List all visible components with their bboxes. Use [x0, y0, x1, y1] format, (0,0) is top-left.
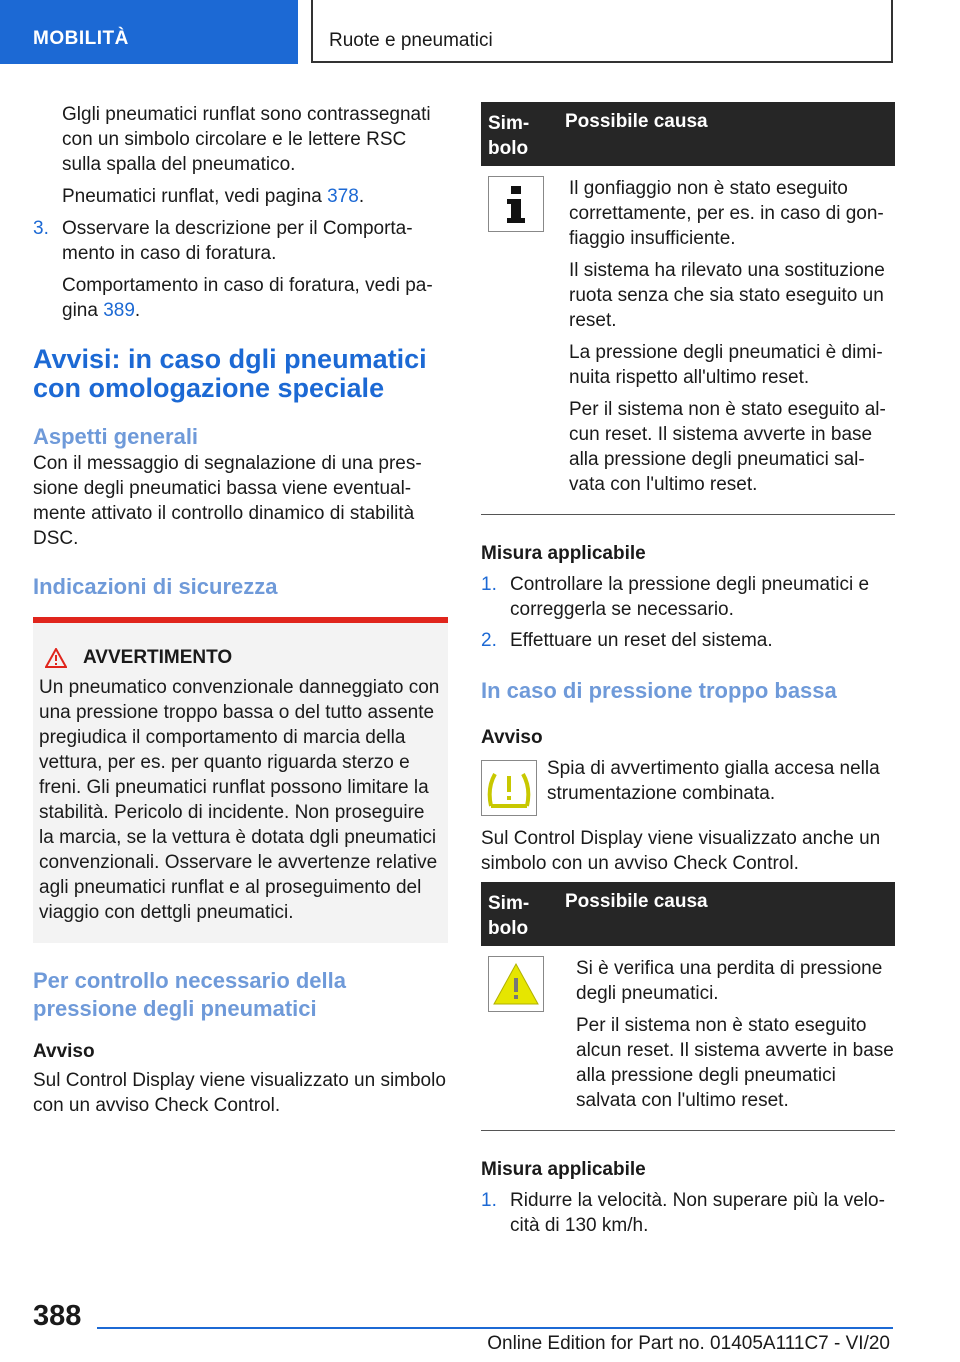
page-number: 388 [33, 1300, 82, 1332]
cause-table-2 [481, 882, 895, 1131]
puncture-ref: Comportamento in caso di foratura, vedi pa- gina 389. [62, 275, 433, 321]
list-item: 3. Osservare la descrizione per il Comporta- mento in caso di foratura. [33, 218, 413, 264]
cause-table-1 [481, 102, 895, 515]
avviso-label: Avviso [481, 727, 543, 748]
cause-text: Per il sistema non è stato eseguito alcun reset. Il sistema avverte in base alla pressione degli pneumatici salvata con l'ultimo reset. [576, 1015, 894, 1111]
warning-text: Un pneumatico convenzionale danneggiato con una pressione troppo bassa o del tutto assente pregiudica il comportamento di marcia della vettura, per es. per quanto riguarda sterzo e freni. Gli pneumatici runflat possono limitare la stabilità. Pericolo di incidente. Non proseguire la marcia, se la vettura è dotata dgli pneumatici convenzionali. Osservare le avvertenze relative agli pneumatici runflat e al proseguimento del viaggio con dettgli pneumatici. [39, 677, 440, 923]
list-item: 2. Effettuare un reset del sistema. [481, 630, 773, 651]
table-header: Sim- bolo Possibile causa [481, 882, 895, 946]
list-item: 1. Controllare la pressione degli pneumatici e correggerla se necessario. [481, 574, 870, 620]
cause-text: La pressione degli pneumatici è dimi- nuita rispetto all'ultimo reset. [569, 342, 883, 388]
subheading-low-pressure: In caso di pressione troppo bassa [481, 678, 837, 703]
info-icon [488, 176, 544, 232]
measure-title: Misura applicabile [481, 1159, 646, 1180]
chapter-header [311, 0, 893, 63]
section-heading: Avvisi: in caso dgli pneumatici con omologazione speciale [33, 344, 427, 403]
warning-icon [45, 648, 67, 668]
page-link-378[interactable]: 378 [327, 186, 359, 207]
table-row [481, 946, 895, 1131]
warning-title: AVVERTIMENTO [83, 647, 233, 668]
chapter-title: Ruote e pneumatici [329, 30, 493, 51]
subheading-safety: Indicazioni di sicurezza [33, 574, 278, 599]
table-header: Sim- bolo Possibile causa [481, 102, 895, 166]
lamp-text: Spia di avvertimento gialla accesa nella strumentazione combinata. [547, 758, 880, 804]
subheading-general: Aspetti generali [33, 424, 199, 449]
right-column [481, 102, 895, 1238]
edition-text: Online Edition for Part no. 01405A111C7 - VI/20 [487, 1333, 890, 1354]
avviso-label: Avviso [33, 1041, 95, 1062]
measure-title: Misura applicabile [481, 543, 646, 564]
section-tab[interactable] [0, 0, 298, 64]
warning-box [33, 617, 448, 943]
cause-text: Si è verifica una perdita di pressione degli pneumatici. [576, 958, 883, 1004]
cause-text: Il sistema ha rilevato una sostituzione ruota senza che sia stato eseguito un reset. [569, 260, 885, 331]
footer-divider [97, 1327, 893, 1329]
cause-text: Per il sistema non è stato eseguito al- cun reset. Il sistema avverte in base alla pressione degli pneumatici sal- vata con l'ultimo reset. [569, 399, 886, 495]
list-item: 1. Ridurre la velocità. Non superare più la velo- cità di 130 km/h. [481, 1190, 885, 1236]
cause-text: Il gonfiaggio non è stato eseguito correttamente, per es. in caso di gon- fiaggio insufficiente. [569, 178, 884, 249]
tire-pressure-warning-icon [481, 760, 537, 816]
display-text: Sul Control Display viene visualizzato anche un simbolo con un avviso Check Control. [481, 828, 881, 874]
left-column [33, 102, 448, 1118]
section-title: MOBILITÀ [33, 28, 129, 49]
table-row [481, 166, 895, 515]
page-link-389[interactable]: 389 [103, 300, 135, 321]
intro-text: Glgli pneumatici runflat sono contrassegnati con un simbolo circolare e le lettere RSC sulla spalla del pneumatico. [62, 104, 431, 175]
warning-triangle-icon [488, 956, 544, 1012]
avviso-text: Sul Control Display viene visualizzato un simbolo con un avviso Check Control. [33, 1070, 446, 1116]
subheading-check: Per controllo necessario della pressione degli pneumatici [33, 968, 347, 1021]
general-text: Con il messaggio di segnalazione di una pres- sione degli pneumatici bassa viene eventual- mente attivato il controllo dinamico di stabilità DSC. [33, 453, 422, 549]
lamp-row [481, 756, 895, 816]
runflat-ref: Pneumatici runflat, vedi pagina 378. [62, 186, 365, 207]
